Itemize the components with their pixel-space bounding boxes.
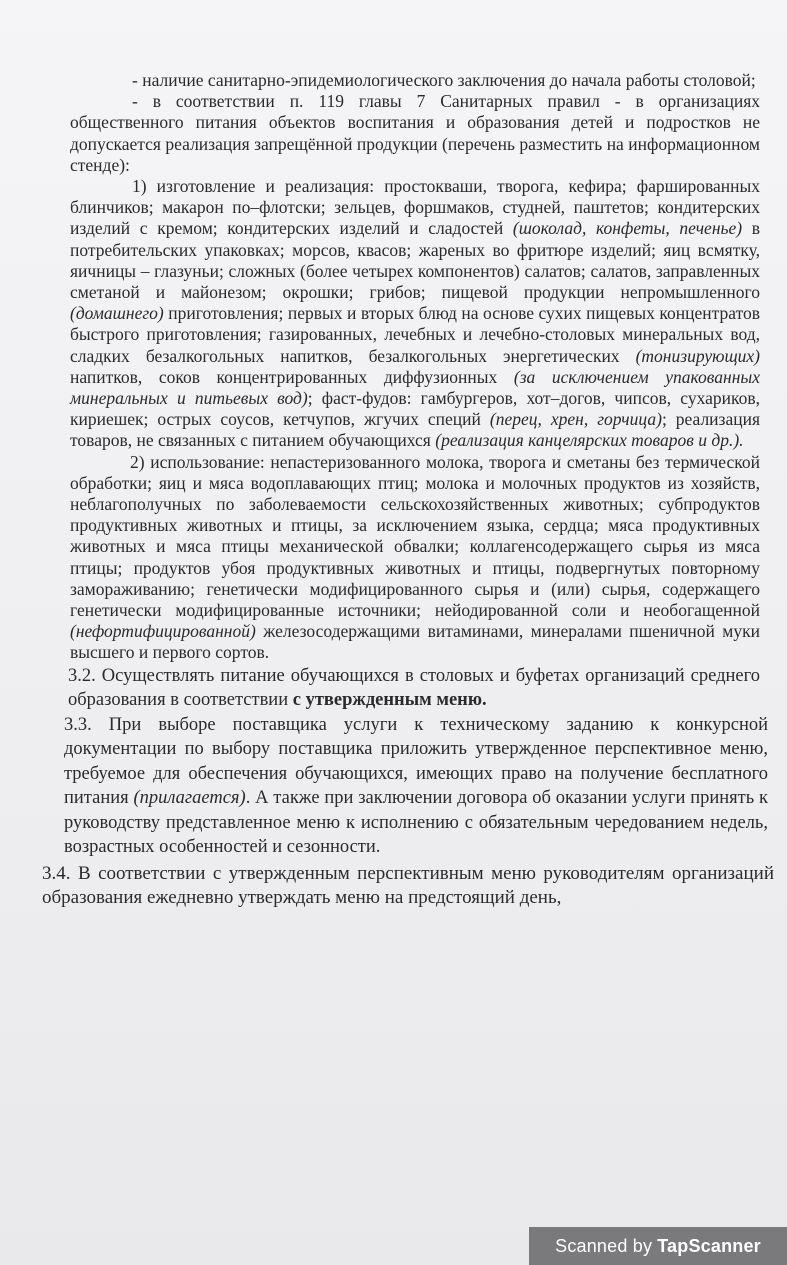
item-2-text: 2) использование: непастеризованного молока, творога и сметаны без термической обработки; яиц и мяса водоплавающих птиц; молока и молочных продуктов из хозяйств, неблагополучных по заболеваемости сельскохозяйственных животных; субпродуктов продуктивных животных и птицы, за исключением языка, сердца; мяса продуктивных животных и мяса птицы механической обвалки; коллагенсодержащего сырья из мяса птицы; продуктов убоя продуктивных животных и птицы, подвергнутых повторному замораживанию; генетически модифицированного сырья и (или) сырья, содержащего генетически модифицированные источники; нейодированной соли и необогащенной: [70, 451, 760, 621]
section-3-2: [68, 664, 760, 713]
tapscanner-watermark: [529, 1227, 787, 1265]
section-3-3-text: 3.3. При выборе поставщика услуги к техническому заданию к конкурсной документации по выбору поставщика приложить утвержденное перспективное меню, требуемое для обеспечения обучающихся, имеющих право на получение бесплатного питания: [64, 714, 768, 809]
section-3-3: [64, 713, 768, 860]
watermark-brand: TapScanner: [657, 1235, 761, 1256]
item-2-italic: (нефортифицированной): [70, 621, 256, 642]
item-1-text-2: в потребительских упаковках; морсов, квасов; жареных во фритюре изделий; яиц всмятку, яичницы – глазуньи; сложных (более четырех компонентов) салатов; салатов, заправленных сметаной и майонезом; окрошки; грибов; пищевой продукции непромышленного: [70, 218, 761, 303]
item-1-italic-3: (тонизирующих): [635, 345, 760, 366]
item-1-text-4: напитков, соков концентрированных диффузионных: [70, 366, 514, 387]
item-1-italic-5: (перец, хрен, горчица): [489, 409, 662, 430]
paragraph-sanitary-rules: - в соответствии п. 119 главы 7 Санитарных правил - в организациях общественного питания объектов воспитания и образования детей и подростков не допускается реализация запрещённой продукции (перечень разместить на информационном стенде):: [70, 91, 760, 175]
item-2-text-end: железосодержащими витаминами, минералами пшеничной муки высшего и первого сортов.: [70, 621, 760, 663]
item-1-text-1: 1) изготовление и реализация: простокваши, творога, кефира; фаршированных блинчиков; макарон по–флотски; зельцев, форшмаков, студней, паштетов; кондитерских изделий с кремом; кондитерских изделий и сладостей: [70, 176, 760, 239]
paragraph-sanitary-conclusion: - наличие санитарно-эпидемиологического заключения до начала работы столовой;: [132, 70, 756, 90]
list-item-1-production: [70, 176, 760, 452]
document-body: [42, 70, 774, 911]
list-item-2-usage: [70, 452, 760, 664]
section-3-2-bold: с утвержденным меню.: [292, 690, 487, 711]
item-1-italic-1: (шоколад, конфеты, печенье): [512, 218, 743, 239]
item-1-text-3: приготовления; первых и вторых блюд на основе сухих пищевых концентратов быстрого приготовления; газированных, лечебных и лечебно-столовых минеральных вод, сладких безалкогольных напитков, безалкогольных энергетических: [70, 303, 760, 366]
section-3-2-text: 3.2. Осуществлять питание обучающихся в столовых и буфетах организаций среднего образования в соответствии: [68, 665, 760, 711]
item-1-italic-4: (за исключением упакованных минеральных и питьевых вод): [70, 366, 761, 409]
section-3-4: 3.4. В соответствии с утвержденным перспективным меню руководителям организаций образования ежедневно утверждать меню на предстоящий день,: [42, 862, 774, 909]
item-1-text-5: ; фаст-фудов: гамбургеров, хот–догов, чипсов, сухариков, кириешек; острых соусов, кетчупов, жгучих специй: [70, 388, 760, 430]
item-1-italic-2: (домашнего): [70, 303, 164, 324]
section-3-3-text-end: . А также при заключении договора об оказании услуги принять к руководству представленное меню к исполнению с обязательным чередованием недель, возрастных особенностей и сезонности.: [64, 788, 768, 858]
watermark-prefix: Scanned by: [555, 1235, 653, 1256]
item-1-text-6: ; реализация товаров, не связанных с питанием обучающихся: [70, 409, 761, 451]
item-1-italic-6: (реализация канцелярских товаров и др.).: [435, 430, 744, 451]
section-3-3-italic: (прилагается): [133, 788, 246, 809]
